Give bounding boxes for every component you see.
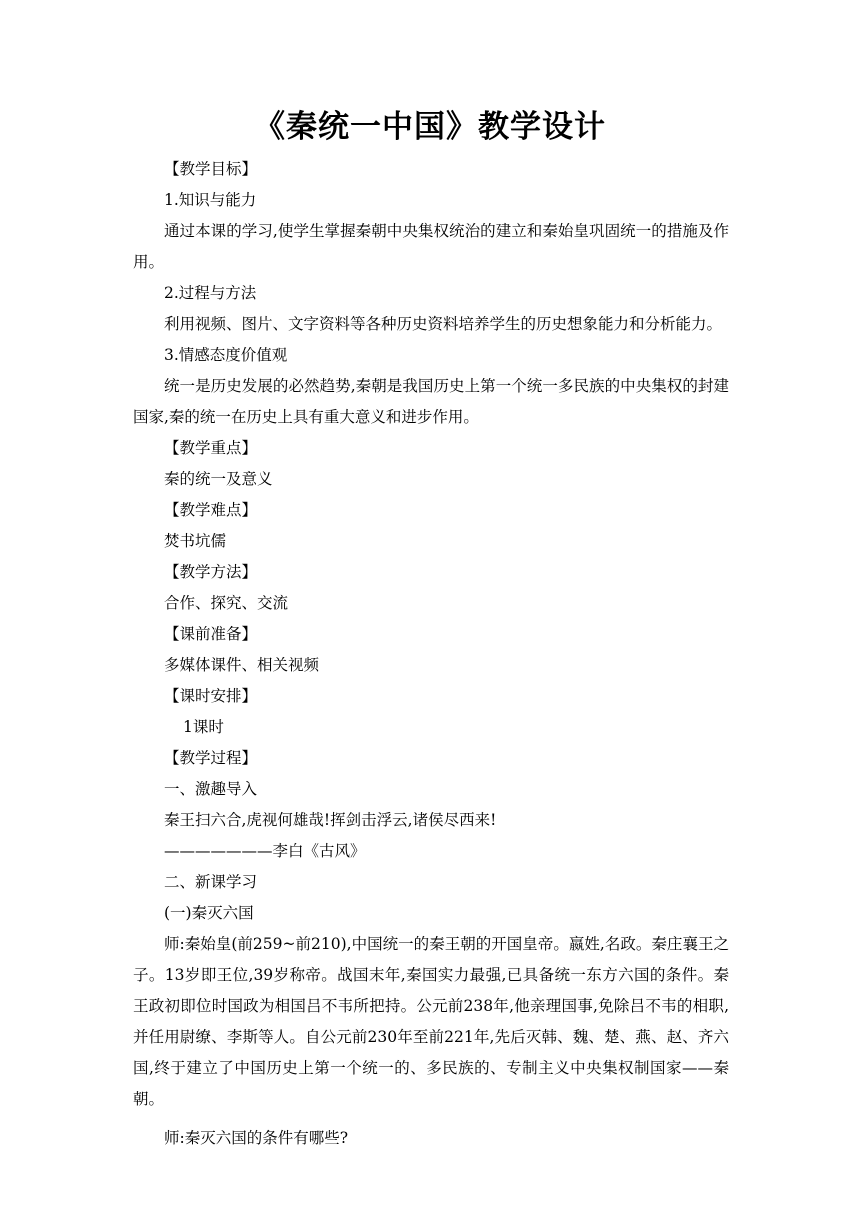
section-heading-preparation: 【课前准备】 — [164, 625, 258, 643]
paragraph-teacher-intro: 师:秦始皇(前259~前210),中国统一的秦王朝的开国皇帝。嬴姓,名政。秦庄襄王之子。13岁即王位,39岁称帝。战国末年,秦国实力最强,已具备统一东方六国的条件。秦王政初即位时国政为相国吕不韦所把持。公元前238年,他亲理国事,免除吕不韦的相职,并任用尉缭、李斯等人。自公元前230年至前221年,先后灭韩、魏、楚、燕、赵、齐六国,终于建立了中国历史上第一个统一的、多民族的、专制主义中央集权制国家——秦朝。 — [133, 935, 729, 1108]
subheading-knowledge: 1.知识与能力 — [164, 191, 257, 209]
paragraph-knowledge: 通过本课的学习,使学生掌握秦朝中央集权统治的建立和秦始皇巩固统一的措施及作用。 — [133, 222, 729, 271]
subheading-new-lesson: 二、新课学习 — [164, 873, 258, 891]
paragraph-preparation: 多媒体课件、相关视频 — [164, 656, 320, 674]
section-heading-objectives: 【教学目标】 — [164, 160, 258, 178]
section-heading-methods: 【教学方法】 — [164, 563, 258, 581]
paragraph-key-points: 秦的统一及意义 — [164, 470, 273, 488]
subheading-unification: (一)秦灭六国 — [164, 904, 254, 922]
document-title: 《秦统一中国》教学设计 — [254, 109, 606, 145]
paragraph-difficulties: 焚书坑儒 — [164, 532, 227, 550]
poem-attribution: ———————李白《古风》 — [164, 842, 366, 860]
subheading-values: 3.情感态度价值观 — [164, 346, 288, 364]
paragraph-process: 利用视频、图片、文字资料等各种历史资料培养学生的历史想象能力和分析能力。 — [164, 315, 723, 333]
subheading-introduction: 一、激趣导入 — [164, 780, 258, 798]
section-heading-schedule: 【课时安排】 — [164, 687, 258, 705]
section-heading-key-points: 【教学重点】 — [164, 439, 258, 457]
section-heading-process: 【教学过程】 — [164, 749, 258, 767]
section-heading-difficulties: 【教学难点】 — [164, 501, 258, 519]
document-body — [133, 154, 729, 1154]
paragraph-teacher-question: 师:秦灭六国的条件有哪些? — [164, 1129, 349, 1147]
paragraph-values: 统一是历史发展的必然趋势,秦朝是我国历史上第一个统一多民族的中央集权的封建国家,秦的统一在历史上具有重大意义和进步作用。 — [133, 377, 729, 426]
paragraph-methods: 合作、探究、交流 — [164, 594, 289, 612]
poem-quote: 秦王扫六合,虎视何雄哉!挥剑击浮云,诸侯尽西来! — [164, 811, 497, 829]
subheading-process: 2.过程与方法 — [164, 284, 257, 302]
paragraph-schedule: 1课时 — [183, 718, 224, 736]
